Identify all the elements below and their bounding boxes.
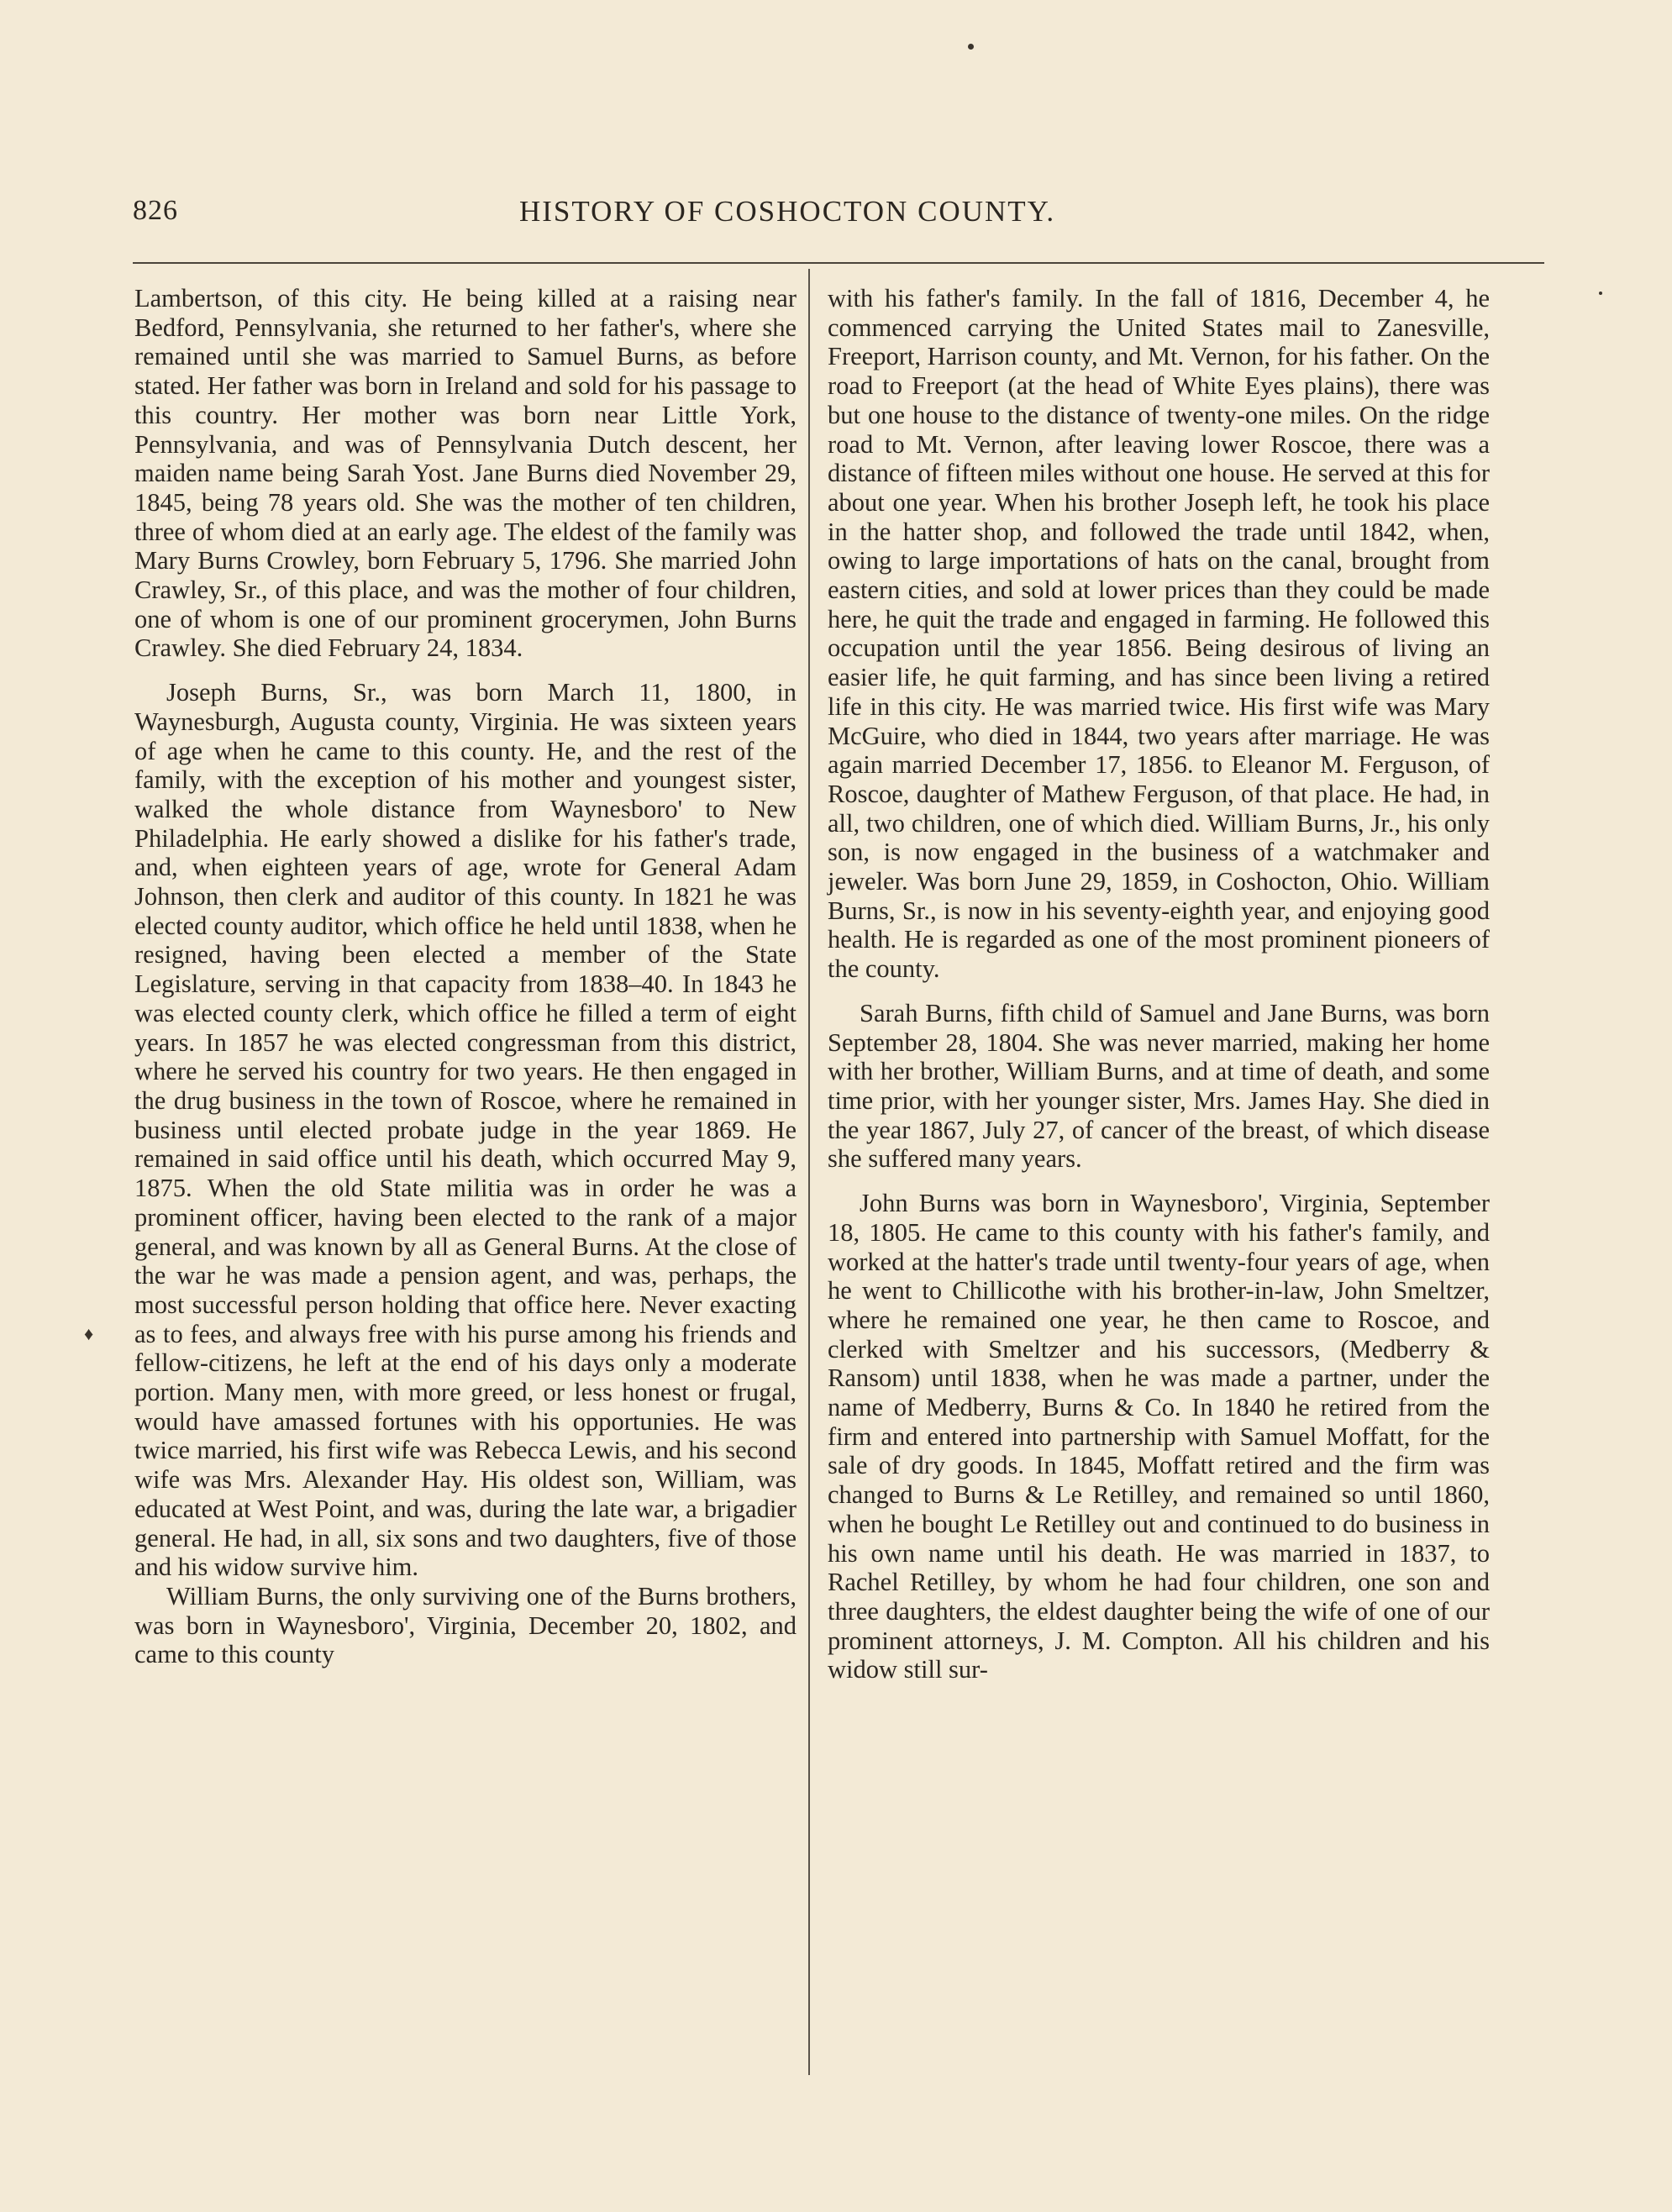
paragraph: John Burns was born in Waynesboro', Virginia, September 18, 1805. He came to this county with his father's family, and worked at the hatter's trade until twenty-four years of age, when he went to Chillicothe with his brother-in-law, John Smeltzer, where he remained one year, he then came to Roscoe, and clerked with Smeltzer and his successors, (Medberry & Ransom) until 1838, when he was made a partner, under the name of Medberry, Burns & Co. In 1840 he retired from the firm and entered into partnership with Samuel Moffatt, for the sale of dry goods. In 1845, Moffatt retired and the firm was changed to Burns & Le Retilley, and remained so until 1860, when he bought Le Retilley out and continued to do business in his own name until his death. He was married in 1837, to Rachel Retilley, by whom he had four children, one son and three daughters, the eldest daughter being the wife of one of our prominent attorneys, J. M. Compton. All his children and his widow still sur-	[828, 1189, 1490, 1684]
paragraph: Sarah Burns, fifth child of Samuel and Jane Burns, was born September 28, 1804. She was never married, making her home with her brother, William Burns, and at time of death, and some time prior, with her younger sister, Mrs. James Hay. She died in the year 1867, July 27, of cancer of the breast, of which disease she suffered many years.	[828, 998, 1490, 1174]
column-divider	[808, 269, 810, 2075]
right-column	[828, 284, 1490, 1684]
paragraph: William Burns, the only surviving one of the Burns brothers, was born in Waynesboro', Virginia, December 20, 1802, and came to this county	[134, 1581, 797, 1669]
paragraph: Lambertson, of this city. He being killed at a raising near Bedford, Pennsylvania, she returned to her father's, where she remained until she was married to Samuel Burns, as before stated. Her father was born in Ireland and sold for his passage to this country. Her mother was born near Little York, Pennsylvania, and was of Pennsylvania Dutch descent, her maiden name being Sarah Yost. Jane Burns died November 29, 1845, being 78 years old. She was the mother of ten children, three of whom died at an early age. The eldest of the family was Mary Burns Crowley, born February 5, 1796. She married John Crawley, Sr., of this place, and was the mother of four children, one of whom is one of our prominent grocerymen, John Burns Crawley. She died February 24, 1834.	[134, 284, 797, 663]
ink-speck	[1599, 292, 1602, 295]
page-header	[133, 195, 1544, 237]
paragraph: Joseph Burns, Sr., was born March 11, 1800, in Waynesburgh, Augusta county, Virginia. He was sixteen years of age when he came to this county. He, and the rest of the family, with the exception of his mother and youngest sister, walked the whole distance from Waynesboro' to New Philadelphia. He early showed a dislike for his father's trade, and, when eighteen years of age, wrote for General Adam Johnson, then clerk and auditor of this county. In 1821 he was elected county auditor, which office he held until 1838, when he resigned, having been elected a member of the State Legislature, serving in that capacity from 1838–40. In 1843 he was elected county clerk, which office he filled a term of eight years. In 1857 he was elected congressman from this district, where he served his country for two years. He then engaged in the drug business in the town of Roscoe, where he remained in business until elected probate judge in the year 1869. He remained in said office until his death, which occurred May 9, 1875. When the old State militia was in order he was a prominent officer, having been elected to the rank of a major general, and was known by all as General Burns. At the close of the war he was made a pension agent, and was, perhaps, the most successful person holding that office here. Never exacting as to fees, and always free with his purse among his friends and fellow-citizens, he left at the end of his days only a moderate portion. Many men, with more greed, or less honest or frugal, would have amassed fortunes with his opportunies. He was twice married, his first wife was Rebecca Lewis, and his second wife was Mrs. Alexander Hay. His oldest son, William, was educated at West Point, and was, during the late war, a brigadier general. He had, in all, six sons and two daughters, five of those and his widow survive him.	[134, 678, 797, 1582]
left-column	[134, 284, 797, 1669]
running-title: HISTORY OF COSHOCTON COUNTY.	[519, 195, 1056, 228]
header-rule	[133, 262, 1544, 264]
ink-speck	[968, 44, 974, 50]
paragraph: with his father's family. In the fall of 1816, December 4, he commenced carrying the United States mail to Zanesville, Freeport, Harrison county, and Mt. Vernon, for his father. On the road to Freeport (at the head of White Eyes plains), there was but one house to the distance of twenty-one miles. On the ridge road to Mt. Vernon, after leaving lower Roscoe, there was a distance of fifteen miles without one house. He served at this for about one year. When his brother Joseph left, he took his place in the hatter shop, and followed the trade until 1842, when, owing to large importations of hats on the canal, brought from eastern cities, and sold at lower prices than they could be made here, he quit the trade and engaged in farming. He followed this occupation until the year 1856. Being desirous of living an easier life, he quit farming, and has since been living a retired life in this city. He was married twice. His first wife was Mary McGuire, who died in 1844, two years after marriage. He was again married December 17, 1856. to Eleanor M. Ferguson, of Roscoe, daughter of Mathew Ferguson, of that place. He had, in all, two children, one of which died. William Burns, Jr., his only son, is now engaged in the business of a watchmaker and jeweler. Was born June 29, 1859, in Coshocton, Ohio. William Burns, Sr., is now in his seventy-eighth year, and enjoying good health. He is regarded as one of the most prominent pioneers of the county.	[828, 284, 1490, 984]
page-number: 826	[133, 195, 178, 226]
margin-mark-icon: ♦	[84, 1323, 94, 1344]
